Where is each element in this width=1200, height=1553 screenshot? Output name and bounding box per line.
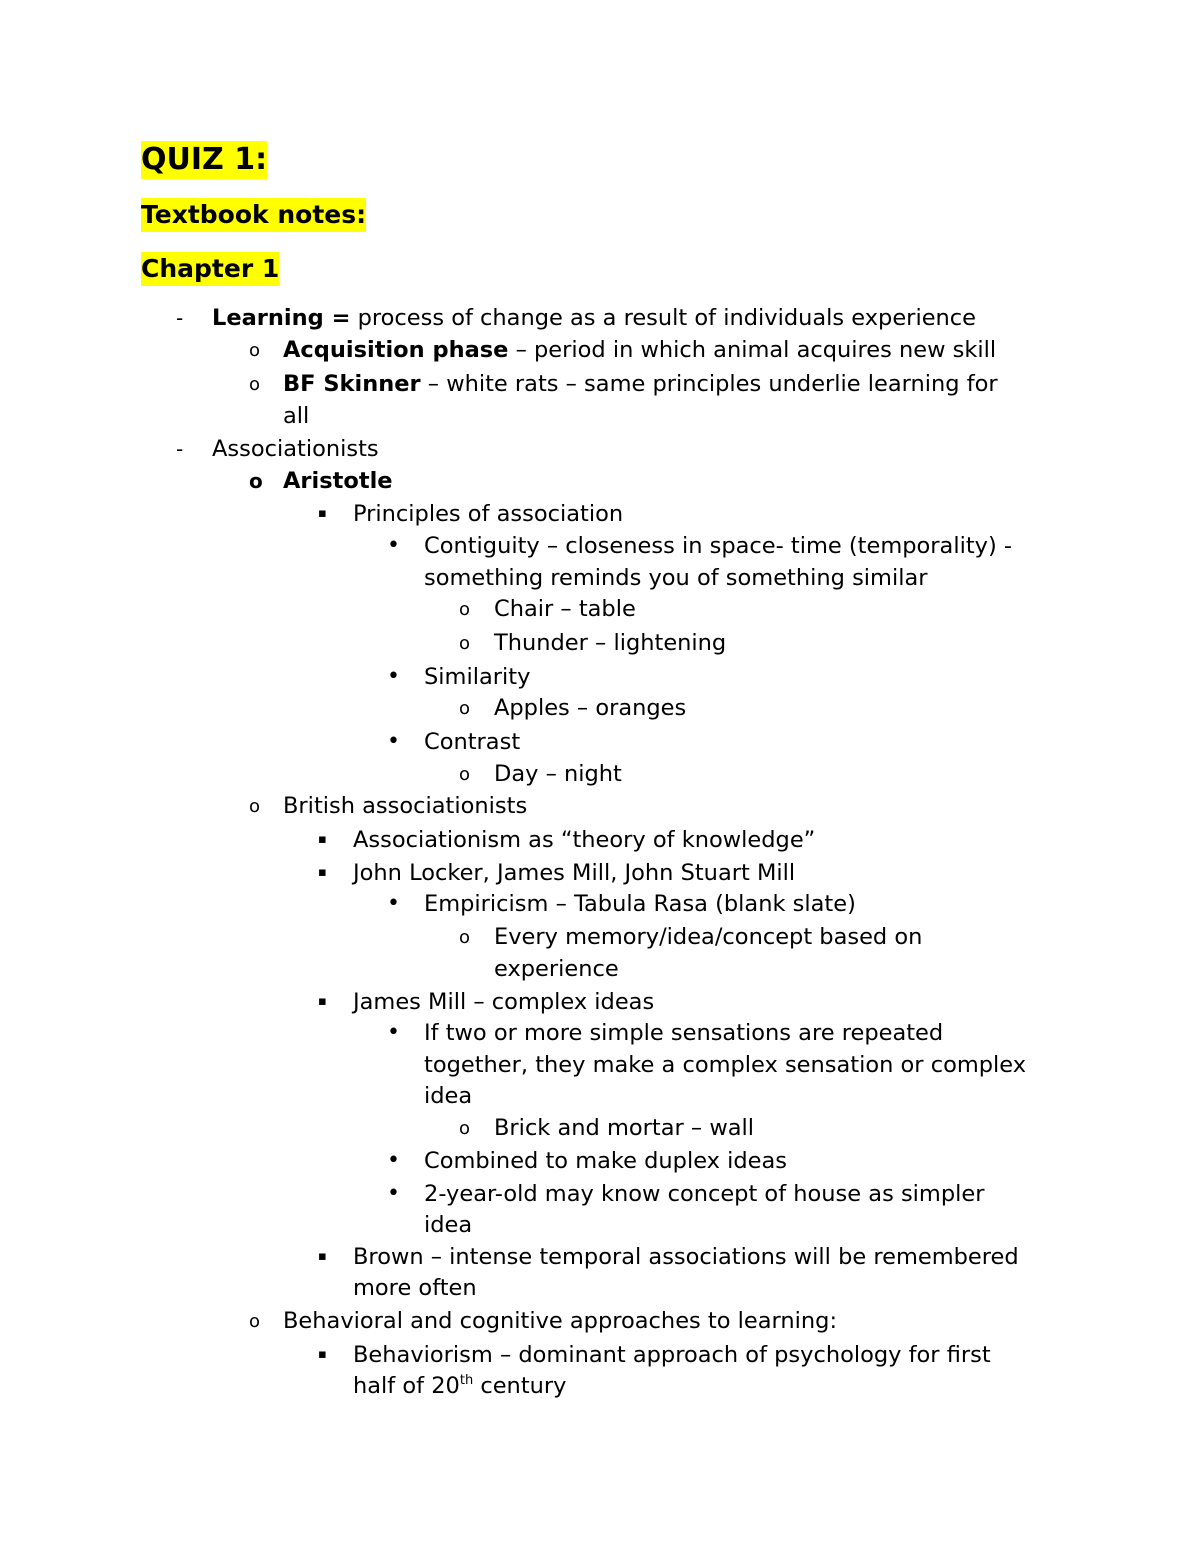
round-bullet: • (387, 891, 400, 916)
square-bullet: ▪ (318, 994, 327, 1009)
list-item: Similarity (424, 664, 531, 690)
list-item: James Mill – complex ideas (353, 989, 655, 1015)
list-item: Empiricism – Tabula Rasa (blank slate) (424, 891, 856, 917)
square-bullet: ▪ (318, 865, 327, 880)
list-item: Associationism as “theory of knowledge” (353, 827, 816, 853)
square-bullet: ▪ (318, 1249, 327, 1264)
round-bullet: • (387, 664, 400, 689)
list-item: Behavioral and cognitive approaches to learning: (283, 1308, 838, 1334)
list-item: If two or more simple sensations are repeated (424, 1020, 944, 1046)
list-item: Aristotle (283, 468, 393, 494)
square-bullet: ▪ (318, 832, 327, 847)
list-item-continuation: together, they make a complex sensation or complex (424, 1052, 1027, 1078)
list-item-continuation: idea (424, 1083, 473, 1109)
list-item: Associationists (212, 436, 379, 462)
list-item-continuation: half of 20th century (353, 1373, 567, 1399)
round-bullet: • (387, 533, 400, 558)
circle-bullet: o (459, 927, 471, 948)
circle-bullet: o (249, 796, 261, 817)
list-item: John Locker, James Mill, John Stuart Mill (353, 860, 796, 886)
list-item-continuation: all (283, 403, 310, 429)
circle-bullet: o (249, 469, 263, 493)
list-item: Behaviorism – dominant approach of psychology for first (353, 1342, 991, 1368)
circle-bullet: o (249, 1311, 261, 1332)
round-bullet: • (387, 1148, 400, 1173)
list-item-continuation: idea (424, 1212, 473, 1238)
square-bullet: ▪ (318, 506, 327, 521)
list-item: Principles of association (353, 501, 624, 527)
list-item: Learning = process of change as a result of individuals experience (212, 305, 977, 331)
section-heading: Textbook notes: (141, 198, 366, 232)
chapter-heading: Chapter 1 (141, 252, 279, 286)
round-bullet: • (387, 1020, 400, 1045)
list-item: Contrast (424, 729, 521, 755)
circle-bullet: o (249, 340, 261, 361)
circle-bullet: o (459, 599, 471, 620)
dash-bullet: - (176, 437, 184, 461)
list-item: BF Skinner – white rats – same principles underlie learning for (283, 371, 998, 397)
round-bullet: • (387, 1181, 400, 1206)
list-item: 2-year-old may know concept of house as simpler (424, 1181, 985, 1207)
dash-bullet: - (176, 306, 184, 330)
list-item: Acquisition phase – period in which animal acquires new skill (283, 337, 997, 363)
list-item: Chair – table (494, 596, 636, 622)
list-item: Apples – oranges (494, 695, 687, 721)
list-item-continuation: something reminds you of something similar (424, 565, 928, 591)
list-item-continuation: more often (353, 1275, 477, 1301)
list-item: Thunder – lightening (494, 630, 727, 656)
list-item: Brown – intense temporal associations will be remembered (353, 1244, 1019, 1270)
list-item: Every memory/idea/concept based on (494, 924, 923, 950)
list-item: Brick and mortar – wall (494, 1115, 755, 1141)
round-bullet: • (387, 729, 400, 754)
circle-bullet: o (459, 633, 471, 654)
list-item: British associationists (283, 793, 528, 819)
list-item: Combined to make duplex ideas (424, 1148, 788, 1174)
circle-bullet: o (459, 764, 471, 785)
circle-bullet: o (249, 374, 261, 395)
list-item-continuation: experience (494, 956, 619, 982)
circle-bullet: o (459, 1118, 471, 1139)
square-bullet: ▪ (318, 1347, 327, 1362)
circle-bullet: o (459, 698, 471, 719)
list-item: Day – night (494, 761, 622, 787)
quiz-title: QUIZ 1: (141, 142, 268, 177)
list-item: Contiguity – closeness in space- time (temporality) - (424, 533, 1013, 559)
